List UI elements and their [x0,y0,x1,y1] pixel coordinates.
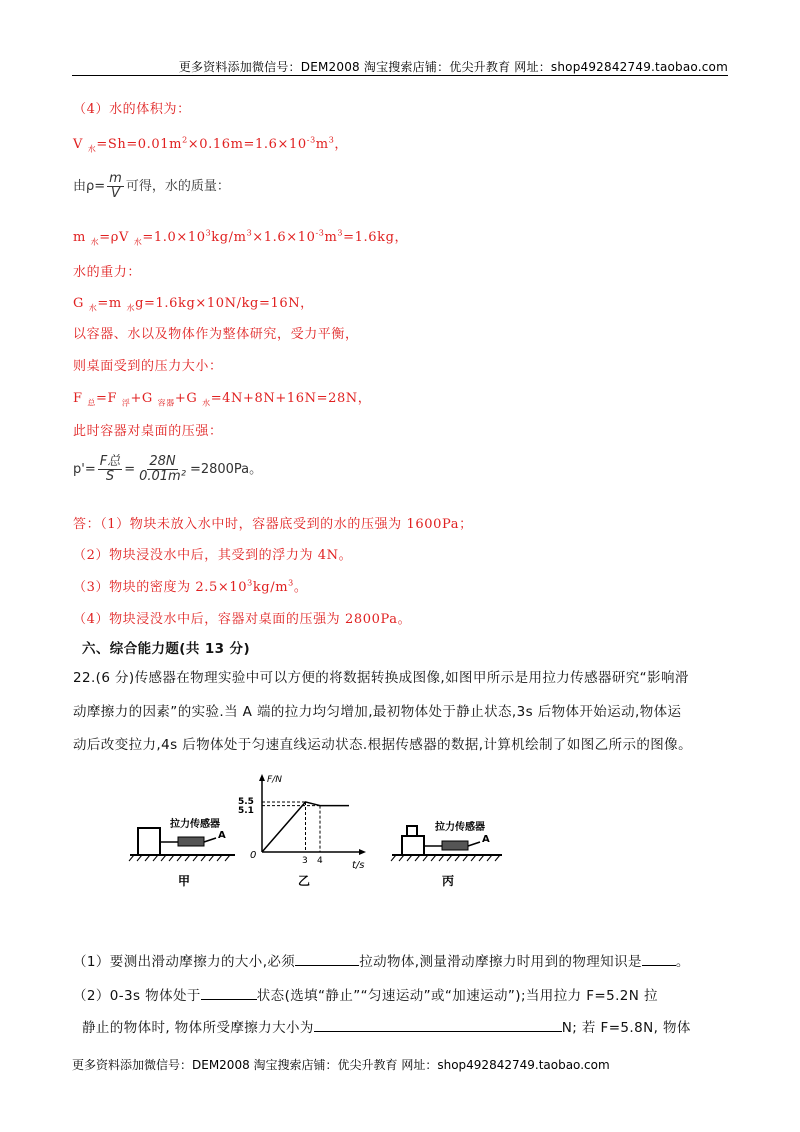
solution-line: （4）水的体积为： [73,102,191,117]
pull-rod [468,842,480,846]
x-tick-label: 3 [302,856,308,866]
answer-blank[interactable] [201,987,257,1000]
question-paragraph: 动后改变拉力,4s 后物体处于匀速直线运动状态.根据传感器的数据,计算机绘制了如图乙所示的图像。 [73,737,692,753]
weight [407,826,417,836]
x-axis-arrow [359,849,366,855]
end-label: A [482,834,490,845]
answer-line: （3）物块的密度为 $2.5\times 10^3kg/m^3$。 [73,578,308,595]
x-axis-label: t/s [352,860,365,871]
pressure-formula: p'= $\frac{\text{F总}}{S}$ = $\frac{28N}{\text{0.01m²}}$ =2800Pa。 [73,454,263,484]
sub-question-1: （1）要测出滑动摩擦力的大小,必须 拉动物体,测量滑动摩擦力时用到的物理知识是 。 [73,954,690,970]
x-tick-label: 4 [317,856,323,866]
figure-jia [129,817,235,888]
solution-line: G $_水$=m $_水$g=1.6kg×10N/kg=16N， [73,296,314,313]
answer-blank[interactable] [295,953,359,966]
force-sensor [442,841,468,850]
block [138,828,160,855]
sub-question-2: （2）0-3s 物体处于 状态(选填“静止”“匀速运动”或“加速运动”);当用拉力 F=5.2N 拉 [73,988,658,1004]
figure-yi [238,774,366,888]
header-divider [72,75,728,76]
solution-line: m $_水$=ρV $_水=1.0\times 10^3kg/m^3\times 1.6\times 10^{-3}m^3=1.6kg$， [73,228,409,247]
origin-label: 0 [250,850,257,861]
question-paragraph: 22.(6 分)传感器在物理实验中可以方便的将数据转换成图像,如图甲所示是用拉力传感器研究“影响滑 [73,670,689,686]
page-footer: 更多资料添加微信号：DEM2008 淘宝搜索店铺：优尖升教育 网址：shop492842749.taobao.com [72,1058,610,1072]
caption-yi: 乙 [298,874,311,888]
y-tick-label: 5.5 [238,797,254,807]
block [402,836,424,855]
answer-blank[interactable] [314,1019,562,1032]
solution-line: 以容器、水以及物体作为整体研究，受力平衡， [73,327,359,342]
question-paragraph: 动摩擦力的因素”的实验.当 A 端的拉力均匀增加,最初物体处于静止状态,3s 后物体开始运动,物体运 [73,704,682,720]
force-sensor [178,837,204,846]
caption-bing: 丙 [442,874,455,888]
y-axis-arrow [259,774,265,781]
figure-bing [391,820,502,888]
section-title: 六、综合能力题(共 13 分) [82,641,251,657]
page-header: 更多资料添加微信号：DEM2008 淘宝搜索店铺：优尖升教育 网址：shop492842749.taobao.com [178,60,728,74]
end-label: A [218,830,226,841]
solution-line: 则桌面受到的压力大小： [73,359,223,374]
answer-line: （4）物块浸没水中后，容器对桌面的压强为 2800Pa。 [73,612,412,627]
pull-rod [204,838,216,842]
experiment-figure [120,770,640,900]
sub-question-2-cont: 静止的物体时, 物体所受摩擦力大小为 N; 若 F=5.8N, 物体 [82,1020,691,1036]
solution-line: 水的重力： [73,265,142,280]
force-curve-layer [262,802,349,852]
solution-line: 此时容器对桌面的压强： [73,424,223,439]
density-formula: 由ρ= $\frac{m}{V}$ 可得，水的质量： [73,171,230,201]
caption-jia: 甲 [178,874,191,888]
answer-line: 答：（1）物块未放入水中时，容器底受到的水的压强为 1600Pa； [73,517,473,532]
solution-line: V $_水=Sh=0.01m^2\times 0.16m=1.6\times 10^{-3}m^3$， [73,135,349,154]
y-tick-label: 5.1 [238,806,254,816]
sensor-label: 拉力传感器 [435,822,485,833]
sensor-label: 拉力传感器 [170,819,220,830]
answer-blank[interactable] [642,953,676,966]
solution-line: F $_总$=F $_浮$+G $_{容器}$+G $_水$=4N+8N+16N=28N， [73,391,372,408]
y-axis-label: F/N [267,775,282,785]
answer-line: （2）物块浸没水中后，其受到的浮力为 4N。 [73,548,353,563]
